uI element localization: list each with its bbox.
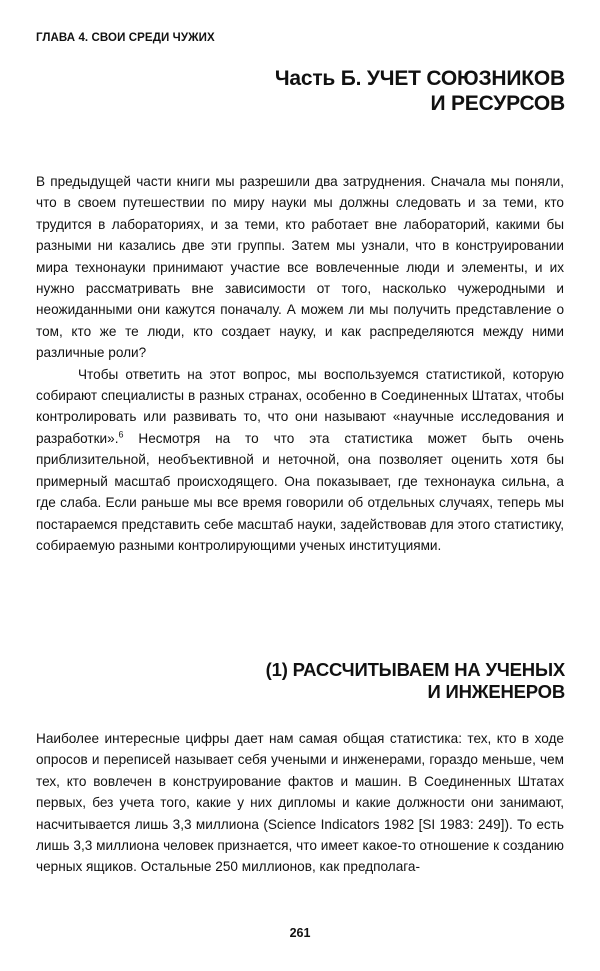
running-head: ГЛАВА 4. СВОИ СРЕДИ ЧУЖИХ <box>36 32 215 44</box>
paragraph-text: Чтобы ответить на этот вопрос, мы воспользуемся статистикой, которую собирают специалисты в разных странах, особенно в Соединенных Штатах, чтобы контролировать или развивать то, что они называют «научные исследования и разработки». <box>36 366 564 446</box>
section-heading <box>145 659 565 703</box>
page-number: 261 <box>289 926 311 940</box>
part-title-line-2: И РЕСУРСОВ <box>430 92 565 115</box>
footnote-reference[interactable]: 6 <box>118 429 124 440</box>
section-heading-line-2: И ИНЖЕНЕРОВ <box>427 681 565 702</box>
paragraph <box>36 364 564 557</box>
paragraph-text: Несмотря на то что эта статистика может быть очень приблизительной, необъективной и неточной, она позволяет оценить хотя бы примерный масштаб происходящего. Она показывает, где технонаука сильна, а где слаба. Если раньше мы все время говорили об отдельных случаях, теперь мы постараемся представить себе масштаб науки, задействовав для этого статистику, собираемую разными контролирующими ученых институциями. <box>36 430 564 553</box>
section-text <box>36 728 564 878</box>
intro-text <box>36 171 564 556</box>
section-heading-line-1: (1) РАССЧИТЫВАЕМ НА УЧЕНЫХ <box>265 659 565 680</box>
part-title <box>145 66 565 116</box>
paragraph: В предыдущей части книги мы разрешили два затруднения. Сначала мы поняли, что в своем путешествии по миру науки мы должны следовать и за теми, кто трудится в лабораториях, и за теми, кто работает вне лабораторий, какими бы разными ни казались две эти группы. Затем мы узнали, что в конструировании мира технонауки принимают участие все вовлеченные люди и элементы, и их нужно рассматривать вне зависимости от того, насколько чужеродными и неожиданными они кажутся поначалу. А можем ли мы получить представление о том, кто же те люди, кто создает науку, и как распределяются между ними различные роли? <box>36 174 564 361</box>
part-title-line-1: Часть Б. УЧЕТ СОЮЗНИКОВ <box>274 67 565 90</box>
paragraph: Наиболее интересные цифры дает нам самая общая статистика: тех, кто в ходе опросов и переписей называет себя учеными и инженерами, гораздо меньше, чем тех, кто вовлечен в конструирование фактов и машин. В Соединенных Штатах первых, без учета того, какие у них дипломы и какие должности они занимают, насчитывается лишь 3,3 миллиона (Science Indicators 1982 [SI 1983: 249]). То есть лишь 3,3 миллиона человек признается, что имеет какое-то отношение к созданию черных ящиков. Остальные 250 миллионов, как предполага- <box>36 731 564 875</box>
